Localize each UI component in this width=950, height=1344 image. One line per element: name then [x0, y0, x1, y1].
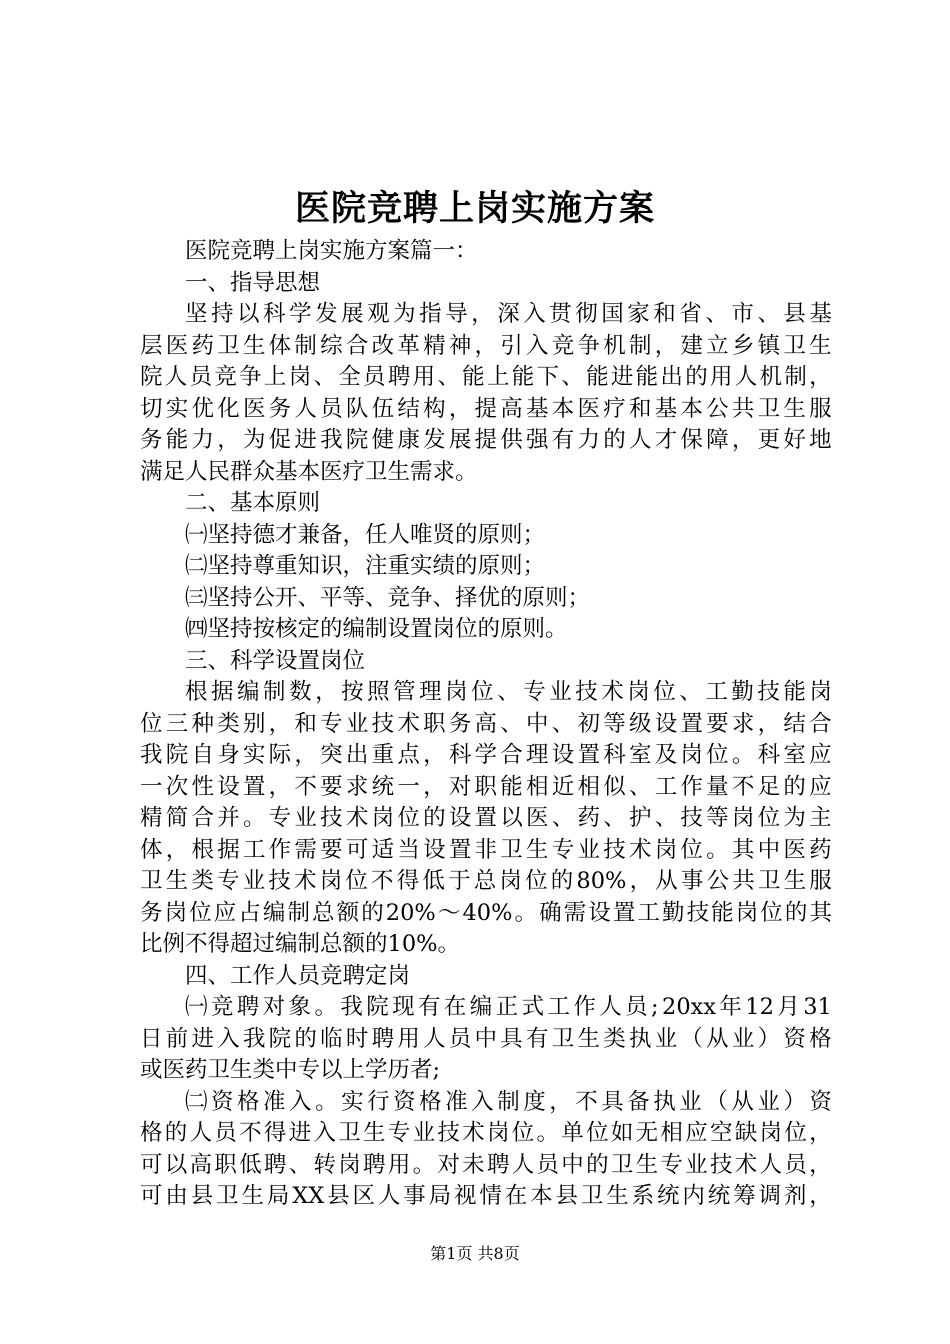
document-body	[140, 236, 832, 1213]
text-line: ㈡坚持尊重知识，注重实绩的原则；	[185, 553, 546, 579]
text-line: 一 次 性 设 置 ， 不 要 求 统 一 ， 对 职 能 相 近 相 似 、 工 作 量 不 足 的 应	[140, 773, 832, 800]
text-line: 一、指导思想	[185, 269, 321, 296]
text-line: 院 人 员 竞 争 上 岗 、 全 员 聘 用 、 能 上 能 下 、 能 进 能 出 的 用 人 机 制 ，	[140, 364, 832, 390]
text-line: 切 实 优 化 医 务 人 员 队 伍 结 构 ， 提 高 基 本 医 疗 和 基 本 公 共 卫 生 服	[140, 395, 832, 422]
text-line: 可 由 县 卫 生 局 XX 县 区 人 事 局 视 情 在 本 县 卫 生 系 统 内 统 筹 调 剂 ，	[140, 1183, 832, 1209]
text-line: ㈠ 竞 聘 对 象 。 我 院 现 有 在 编 正 式 工 作 人 员 ; 20xx 年 12 月 31	[185, 994, 832, 1020]
text-line: 卫 生 类 专 业 技 术 岗 位 不 得 低 于 总 岗 位 的 80% ， 从 事 公 共 卫 生 服	[140, 868, 832, 894]
text-line: 精 简 合 并 。 专 业 技 术 岗 位 的 设 置 以 医 、 药 、 护 、 技 等 岗 位 为 主	[140, 805, 832, 831]
text-line: 体 ， 根 据 工 作 需 要 可 适 当 设 置 非 卫 生 专 业 技 术 岗 位 。 其 中 医 药	[140, 836, 832, 863]
text-line: 日 前 进 入 我 院 的 临 时 聘 用 人 员 中 具 有 卫 生 类 执 业 （ 从 业 ） 资 格	[140, 1025, 832, 1052]
text-line: ㈣坚持按核定的编制设置岗位的原则。	[185, 616, 568, 642]
text-line: 或医药卫生类中专以上学历者;	[140, 1057, 441, 1083]
text-line: 坚 持 以 科 学 发 展 观 为 指 导 ， 深 入 贯 彻 国 家 和 省 、 市 、 县 基	[185, 301, 832, 327]
text-line: 可 以 高 职 低 聘 、 转 岗 聘 用 。 对 未 聘 人 员 中 的 卫 生 专 业 技 术 人 员 ，	[140, 1151, 832, 1178]
text-line: ㈢坚持公开、平等、竞争、择优的原则；	[185, 584, 591, 611]
text-line: 务 岗 位 应 占 编 制 总 额 的 20% ～ 40% 。 确 需 设 置 工 勤 技 能 岗 位 的 其	[140, 899, 832, 926]
page-footer: 第1页 共8页	[430, 1244, 520, 1263]
text-line: 位 三 种 类 别 ， 和 专 业 技 术 职 务 高 、 中 、 初 等 级 设 置 要 求 ， 结 合	[140, 710, 832, 737]
text-line: 层 医 药 卫 生 体 制 综 合 改 革 精 神 ， 引 入 竞 争 机 制 ， 建 立 乡 镇 卫 生	[140, 332, 832, 359]
text-line: 满足人民群众基本医疗卫生需求。	[140, 458, 478, 485]
text-line: 医院竞聘上岗实施方案篇一：	[185, 238, 478, 264]
text-line: 根 据 编 制 数 ， 按 照 管 理 岗 位 、 专 业 技 术 岗 位 、 工 勤 技 能 岗	[185, 679, 832, 705]
text-line: ㈠坚持德才兼备，任人唯贤的原则；	[185, 521, 546, 548]
text-line: 二、基本原则	[185, 490, 321, 516]
document-title: 医院竞聘上岗实施方案	[294, 188, 655, 229]
text-line: 我 院 自 身 实 际 ， 突 出 重 点 ， 科 学 合 理 设 置 科 室 及 岗 位 。 科 室 应	[140, 742, 832, 768]
text-line: ㈡ 资 格 准 入 。 实 行 资 格 准 入 制 度 ， 不 具 备 执 业 （ 从 业 ） 资	[185, 1088, 832, 1115]
text-line: 务 能 力 ， 为 促 进 我 院 健 康 发 展 提 供 强 有 力 的 人 才 保 障 ， 更 好 地	[140, 427, 832, 453]
text-line: 四、工作人员竞聘定岗	[185, 962, 411, 989]
text-line: 格 的 人 员 不 得 进 入 卫 生 专 业 技 术 岗 位 。 单 位 如 无 相 应 空 缺 岗 位 ，	[140, 1120, 832, 1146]
text-line: 三、科学设置岗位	[185, 647, 366, 674]
text-line: 比例不得超过编制总额的10%。	[140, 931, 461, 957]
